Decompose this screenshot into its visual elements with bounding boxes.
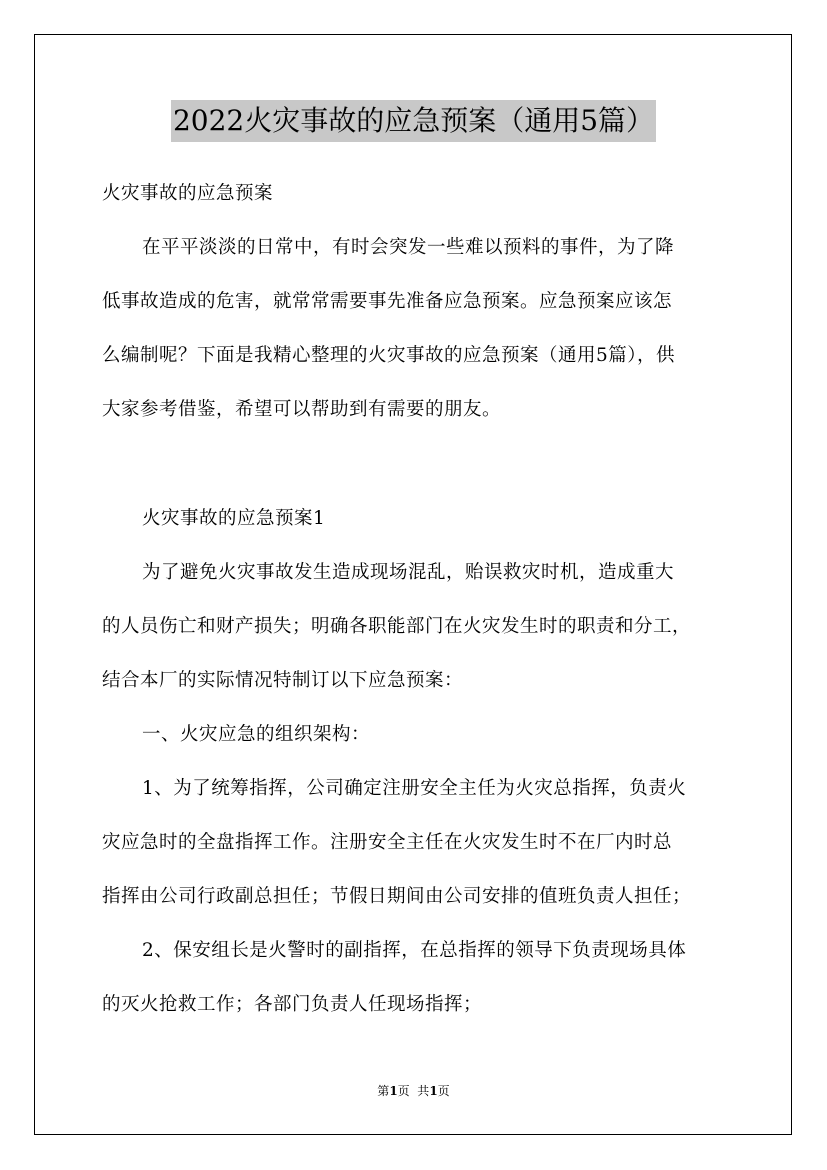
footer-page-prefix: 第 <box>377 1084 390 1098</box>
section-line-4: 一、火灾应急的组织架构： <box>142 724 371 745</box>
section-line-3: 结合本厂的实际情况特制订以下应急预案： <box>102 670 464 691</box>
section-line-5: 1、为了统筹指挥，公司确定注册安全主任为火灾总指挥，负责火 <box>142 778 687 799</box>
section-line-6: 灾应急时的全盘指挥工作。注册安全主任在火灾发生时不在厂内时总 <box>102 832 673 853</box>
title-wrapper <box>0 100 827 142</box>
section-line-9: 的灭火抢救工作；各部门负责人任现场指挥； <box>102 994 483 1015</box>
section-title: 火灾事故的应急预案1 <box>142 508 326 529</box>
document-heading: 火灾事故的应急预案 <box>102 183 274 204</box>
footer-page-number: 1 <box>389 1084 398 1098</box>
document-title: 2022火灾事故的应急预案（通用5篇） <box>171 100 656 142</box>
footer-page-suffix: 页 <box>437 1084 450 1098</box>
section-line-1: 为了避免火灾事故发生造成现场混乱，贻误救灾时机，造成重大 <box>142 562 675 583</box>
page-footer <box>0 1083 827 1099</box>
intro-line-1: 在平平淡淡的日常中，有时会突发一些难以预料的事件，为了降 <box>142 237 675 258</box>
section-line-8: 2、保安组长是火警时的副指挥，在总指挥的领导下负责现场具体 <box>142 940 687 961</box>
section-line-2: 的人员伤亡和财产损失；明确各职能部门在火灾发生时的职责和分工， <box>102 616 692 637</box>
footer-page-total: 1 <box>429 1084 438 1098</box>
footer-page-mid: 页 共 <box>397 1084 430 1098</box>
intro-line-3: 么编制呢？下面是我精心整理的火灾事故的应急预案（通用5篇），供 <box>102 345 676 366</box>
section-line-7: 指挥由公司行政副总担任；节假日期间由公司安排的值班负责人担任； <box>102 886 692 907</box>
intro-line-4: 大家参考借鉴，希望可以帮助到有需要的朋友。 <box>102 399 502 420</box>
intro-line-2: 低事故造成的危害，就常常需要事先准备应急预案。应急预案应该怎 <box>102 291 673 312</box>
